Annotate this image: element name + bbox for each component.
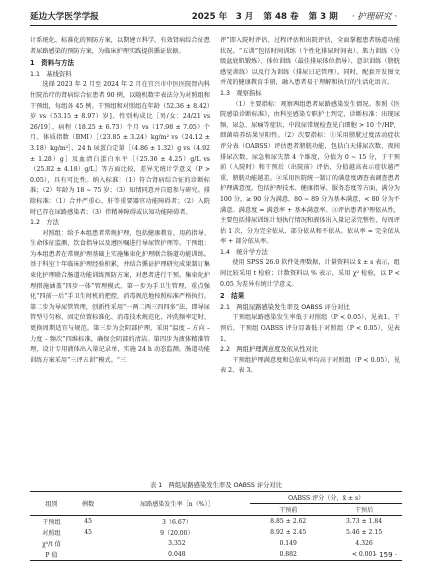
header-rule: [30, 25, 397, 26]
column-header-post: 干预后: [326, 504, 402, 516]
cell-group: χ²/t 值: [42, 541, 61, 548]
paragraph: 选择 2023 年 2 月至 2024 年 2 月在宜兴市中医医院肾内科住院治疗的肾病综合征患者 90 例，以随机数字表法分为对照组和干预组，每组各 45 例。干预组和对照组在年龄（52.36 ± 8.42）岁 vs（53.15 ± 8.97）岁]、性别构成比［男/女：24/21 vs 26/19］、病程（18.25 ± 6.73）个月 vs（17.98 ± 7.05）个月、体质指数（BMI）［（23.85 ± 3.24）kg/m² vs（24.12 ± 3.18）kg/m²］、24 h 尿蛋白定量［（4.86 ± 1.32）g vs（4.92 ± 1.28）g］及血清白蛋白水平［（25.36 ± 4.25）g/L vs（25.82 ± 4.18）g/L］等方面比较，差异无统计学意义（P > 0.05），具有可比性。纳入标准：（1）符合肾病综合征的诊断标准；（2）年龄为 18 ~ 75 岁；（3）知情同意并自愿参与研究。排除标准：（1）合并严重心、肝等重要器官功能障碍者；（2）入院时已存在尿路感染者；（3）伴精神障碍或认知功能障碍者。: [30, 81, 210, 216]
cell-post: 5.46 ± 2.15: [346, 529, 383, 536]
results-table: [30, 480, 402, 561]
column-header-uti: 尿路感染发生率［n（%）］: [103, 492, 250, 516]
cell-n: 45: [84, 518, 93, 525]
subsection-heading: 2.2 两组护理满意度及依从性对比: [220, 346, 319, 354]
column-header-n: 例数: [73, 492, 104, 516]
subsection-heading: 1.3 观察指标: [220, 89, 262, 97]
cell-group: 对照组: [42, 530, 61, 537]
cell-n: [73, 538, 104, 549]
cell-n: [73, 549, 104, 561]
cell-group: 干预组: [42, 519, 61, 526]
cell-pre: 0.149: [279, 540, 297, 547]
running-header: [30, 8, 397, 24]
column-name: · 护理研究 ·: [351, 12, 397, 22]
subsection-heading: 2.1 两组尿路感染发生率及 OABSS 评分对比: [220, 303, 350, 311]
paragraph: 对照组：给予本组患者常规护理，包括健康教育、用药指导、生命体征监测、饮食指导以及遵医嘱进行导尿管护理等。干预组：为本组患者在常规护理基础上实施集束化护理联合肠道功能训练。基于科室十年临床护理经验积累，并结合循证护理研究成果制订集束化护理联合肠道功能训练预防方案，对患者进行干预。集束化护理措施涵盖“四步一体”管理模式。第一步为手卫生管理，重点强化“四前一后”手卫生时机的把控，消毒规范地按照标准严格执行。第二步为导尿管管理，创新性采用“一两二两三四四多”法，即导尿管型号匀称、固定位置标准化、消毒技术规范化、冲洗频率定时、更换周期适宜与规范。第三步为会阴部护理，采用“温度 – 方向 – 力度 – 频次”四维标准，确保会阴部的清洁。第四步为液体精准管理，设计专用液体出入量记录单，实施 24 h 动态监测。肠道功能训练方案采用“三评五训”模式。“三: [30, 229, 210, 364]
table-row: [30, 549, 402, 561]
cell-post: < 0.001: [351, 551, 377, 558]
subsection-heading: 1.2 方法: [30, 219, 59, 227]
cell-post: 4.326: [355, 540, 373, 547]
paragraph: 干预组尿路感染发生率低于对照组（P < 0.05），见表1。干预后，干预组 OABSS 评分显著低于对照组（P < 0.05），见表1。: [220, 314, 400, 343]
section-heading: 1 资料与方法: [30, 59, 75, 68]
cell-uti: 3（6.67）: [162, 519, 192, 526]
cell-post: 3.73 ± 1.84: [346, 518, 383, 525]
volume-number: 第 48 卷: [263, 12, 299, 22]
subsection-heading: 1.1 基线资料: [30, 70, 72, 78]
cell-pre: 0.882: [279, 551, 297, 558]
cell-pre: 8.85 ± 2.62: [270, 518, 307, 525]
column-header-group: 组别: [30, 492, 73, 516]
column-header-pre: 干预前: [250, 504, 326, 516]
cell-pre: 8.92 ± 2.45: [270, 529, 307, 536]
table-row: [30, 516, 402, 528]
table-row: [30, 538, 402, 549]
cell-uti: 3.352: [168, 540, 186, 547]
paragraph: 评”即入院时评估、过程评估和出院评估，全面掌握患者肠道功能状况。“五训”包括时间训练（个性化排尿时间表）、肌力训练（分级盆底肌锻炼）、体位训练（最佳排尿体位指导）、意识训练（膀胱感觉训练）以及行为训练（排尿日记管理）。同时，配套开发图文并茂的健康教育手册，融入患者易于理解和执行的生活化语言。: [220, 37, 400, 87]
paragraph: 使用 SPSS 26.0 软件处理数据，计量资料以 x̄ ± s 表示，组间比较采用 t 检验；计数资料以 % 表示，采用 χ² 检验，以 P < 0.05 为差异有统计学意义。: [220, 259, 400, 288]
issue-number: 第 3 期: [308, 12, 338, 22]
section-heading: 2 结果: [220, 292, 245, 301]
journal-name: 延边大学医学学报: [30, 12, 99, 22]
page-number: · 159 ·: [374, 551, 397, 559]
cell-n: 45: [84, 529, 93, 536]
subsection-heading: 1.4 统计学方法: [220, 248, 268, 256]
paragraph: 计系统化、标准化的预防方案，以期建立科学、有效肾病综合征患者尿路感染的预防方案，为临床护理实践提供循证依据。: [30, 37, 210, 55]
paragraph: （1）主要指标：观察两组患者尿路感染发生情况。参照《医院感染诊断标准》，由科室感染专职护士判定，诊断标准：出现尿频、尿急、尿痛等症状，中段尿常规检查见白细胞 > 10 个/HP，细菌培养结果呈阳性。（2）次要指标：①采用膀胱过度活动症状评分表（OABSS）评估患者膀胱功能，包括白天排尿次数、夜间排尿次数、尿急和尿失禁 4 个维度，分值为 0 ~ 15 分，于干预前（入院时）和干预后（出院前）评估，分值越高表示症状越严重、膀胱功能越差。②采用医院统一制订的满意度调查表调查患者护理满意度，包括护理技术、健康指导、服务态度等方面，满分为 100 分，≥ 90 分为满意，80 ~ 89 分为基本满意，< 80 分为不满意。满意度 = 满意率 + 基本满意率。③评估患者护理依从性，主要包括排尿训练计划执行情况和液体出入量记录完整性，每周评估 1 次，分为完全依从、部分依从和不依从。依从率 = 完全依从率 + 部分依从率。: [220, 100, 400, 246]
table-row: [30, 527, 402, 538]
issue-date: 2025 年 3 月: [191, 12, 254, 22]
cell-group: P 值: [45, 552, 58, 559]
paragraph: 干预组护理满意度和总依从率均高于对照组（P < 0.05），见表 2、表 3。: [220, 356, 400, 375]
column-header-oabss: OABSS 评分（分，x̄ ± s）: [250, 492, 402, 504]
left-column: [30, 36, 210, 366]
table-caption: 表 1 两组尿路感染发生率及 OABSS 评分对比: [149, 482, 283, 489]
cell-uti: 9（20.00）: [160, 530, 194, 537]
right-column: [220, 36, 400, 377]
cell-uti: 0.048: [168, 551, 186, 558]
table-1: [30, 491, 402, 561]
